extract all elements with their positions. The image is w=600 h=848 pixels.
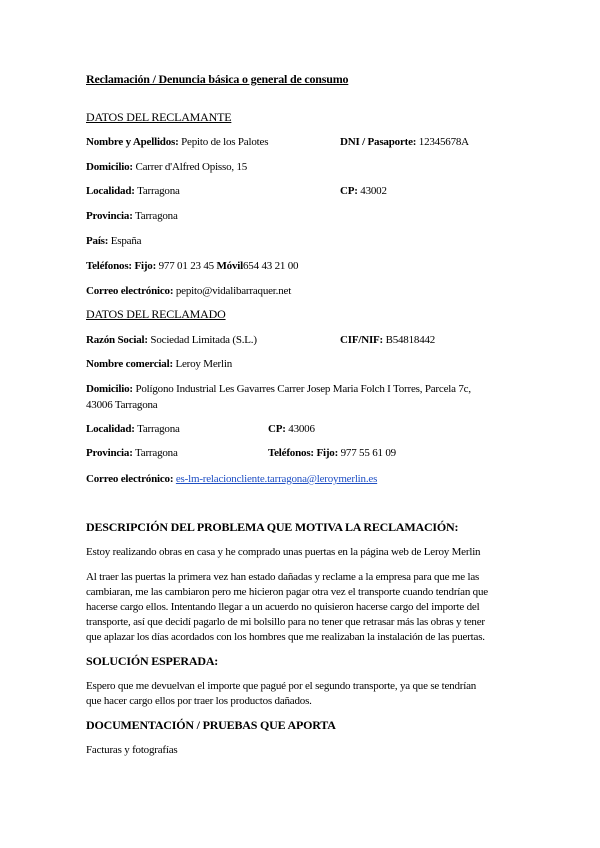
reclamante-cp-value: 43002 (357, 185, 387, 197)
reclamante-fijo-value: 977 01 23 45 (156, 260, 217, 272)
reclamante-pais (86, 234, 141, 248)
document-title (86, 72, 348, 86)
reclamado-cp-value: 43006 (285, 423, 315, 435)
reclamado-domicilio (86, 382, 471, 396)
reclamado-cif-label: CIF/NIF: (340, 334, 384, 346)
problema-p1: Estoy realizando obras en casa y he comprado unas puertas en la página web de Leroy Merlin (86, 546, 481, 558)
reclamante-correo (86, 284, 291, 298)
problema-p2-line5: que aplazar los días acordados con los hombres que me realizaban la instalación de las puertas. (86, 631, 485, 643)
reclamante-provincia-label: Provincia: (86, 210, 133, 222)
solucion-line1: Espero que me devuelvan el importe que pagué por el segundo transporte, ya que se tendrían (86, 680, 477, 692)
reclamante-telefonos-label: Teléfonos: (86, 260, 132, 272)
reclamado-correo-label: Correo electrónico: (86, 473, 174, 485)
reclamado-fijo-label: Fijo: (316, 447, 339, 459)
reclamado-nombre-comercial-label: Nombre comercial: (86, 358, 173, 370)
reclamado-domicilio-line2: 43006 Tarragona (86, 399, 158, 411)
problema-p2-line1: Al traer las puertas la primera vez han estado dañadas y reclame a la empresa para que me las (86, 571, 480, 583)
reclamante-nombre-label: Nombre y Apellidos: (86, 136, 179, 148)
reclamante-dni (340, 135, 469, 149)
reclamante-cp-label: CP: (340, 185, 358, 197)
reclamado-provincia-label: Provincia: (86, 447, 133, 459)
reclamado-provincia-value: Tarragona (132, 447, 178, 459)
reclamante-dni-label: DNI / Pasaporte: (340, 136, 417, 148)
reclamante-dni-value: 12345678A (416, 136, 469, 148)
reclamante-movil-value: 654 43 21 00 (243, 260, 299, 272)
problema-p2-line2: cambiaran, me las cambiaron pero me hicieron pagar otra vez el transporte cuando tendrían que (86, 586, 488, 598)
reclamante-heading: DATOS DEL RECLAMANTE (86, 110, 232, 124)
reclamante-nombre (86, 135, 268, 149)
reclamado-telefonos-label: Teléfonos: (268, 447, 314, 459)
reclamado-domicilio-label: Domicilio: (86, 383, 133, 395)
reclamante-pais-value: España (108, 235, 142, 247)
reclamante-movil-label: Móvil (216, 260, 243, 272)
reclamante-localidad-label: Localidad: (86, 185, 135, 197)
reclamante-nombre-value: Pepito de los Palotes (178, 136, 269, 148)
documentacion-heading (86, 718, 336, 732)
reclamante-localidad-value: Tarragona (134, 185, 180, 197)
solucion-heading-text: SOLUCIÓN ESPERADA: (86, 654, 219, 668)
document-title-text: Reclamación / Denuncia básica o general de consumo (86, 72, 349, 86)
reclamado-cif (340, 333, 435, 347)
documentacion-heading-text: DOCUMENTACIÓN / PRUEBAS QUE APORTA (86, 718, 336, 732)
reclamado-telefonos (268, 446, 396, 460)
reclamado-cp (268, 422, 315, 436)
reclamado-fijo-value: 977 55 61 09 (338, 447, 396, 459)
reclamado-correo-link[interactable]: es-lm-relacioncliente.tarragona@leroymerlin.es (175, 473, 378, 485)
solucion-heading (86, 654, 218, 668)
problema-p2-line4: transporte, así que decidí pagarlo de mi bolsillo para no tener que retrasar más las obras y tener (86, 616, 485, 628)
reclamado-localidad (86, 422, 180, 436)
problema-heading-text: DESCRIPCIÓN DEL PROBLEMA QUE MOTIVA LA RECLAMACIÓN: (86, 520, 459, 534)
reclamado-localidad-value: Tarragona (134, 423, 180, 435)
reclamado-cp-label: CP: (268, 423, 286, 435)
reclamado-razon-value: Sociedad Limitada (S.L.) (147, 334, 257, 346)
reclamado-nombre-comercial (86, 357, 232, 371)
reclamante-provincia-value: Tarragona (132, 210, 178, 222)
reclamado-cif-value: B54818442 (383, 334, 436, 346)
solucion-line2: que hacer cargo ellos por traer los productos dañados. (86, 695, 312, 707)
reclamante-correo-value: pepito@vidalibarraquer.net (173, 285, 292, 297)
problema-p2-line3: hacerse cargo ellos. Intentando llegar a un acuerdo no quisieron hacerse cargo del importe del (86, 601, 480, 613)
reclamado-razon-label: Razón Social: (86, 334, 148, 346)
reclamante-fijo-label: Fijo: (134, 260, 157, 272)
reclamado-correo (86, 472, 377, 486)
reclamante-domicilio-value: Carrer d'Alfred Opisso, 15 (132, 161, 248, 173)
reclamado-razon (86, 333, 257, 347)
problema-heading (86, 520, 458, 534)
reclamante-provincia (86, 209, 178, 223)
reclamante-telefonos (86, 259, 298, 273)
reclamado-heading: DATOS DEL RECLAMADO (86, 307, 226, 321)
reclamante-correo-label: Correo electrónico: (86, 285, 174, 297)
reclamante-domicilio (86, 160, 247, 174)
reclamado-provincia (86, 446, 178, 460)
reclamante-localidad (86, 184, 180, 198)
reclamado-localidad-label: Localidad: (86, 423, 135, 435)
reclamante-cp (340, 184, 387, 198)
reclamado-domicilio-line1: Polígono Industrial Les Gavarres Carrer Josep Maria Folch I Torres, Parcela 7c, (132, 383, 471, 395)
reclamado-nombre-comercial-value: Leroy Merlin (172, 358, 233, 370)
reclamante-pais-label: País: (86, 235, 109, 247)
documentacion-text: Facturas y fotografías (86, 744, 178, 756)
reclamante-domicilio-label: Domicilio: (86, 161, 133, 173)
